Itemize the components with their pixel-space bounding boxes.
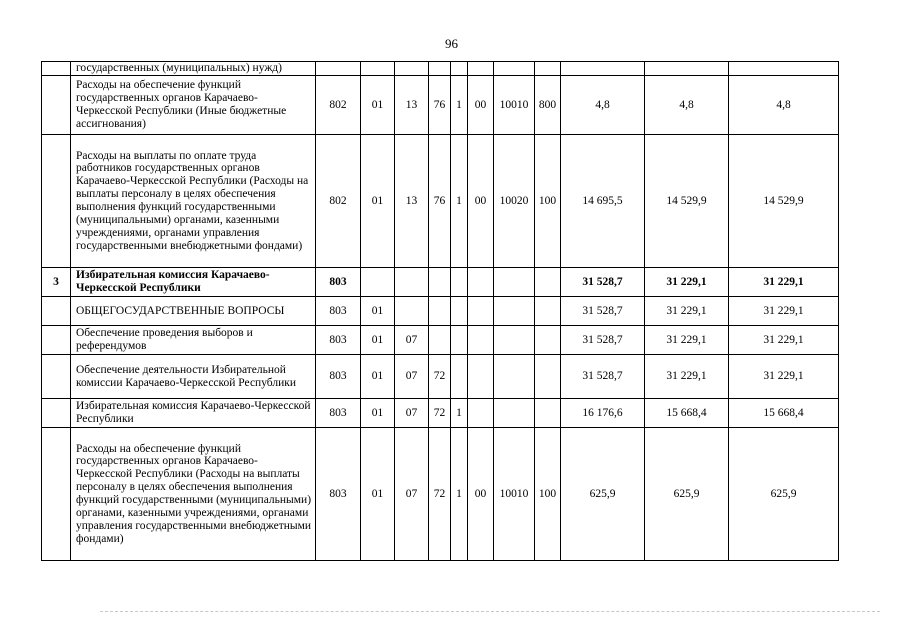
subprogram-code: 1 (451, 76, 468, 135)
expense-name: государственных (муниципальных) нужд) (71, 62, 316, 76)
subsection-code: 07 (395, 326, 429, 355)
expense-name: Расходы на обеспечение функций государственных органов Карачаево-Черкесской Республики (Иные бюджетные ассигнования) (71, 76, 316, 135)
amount-year-1: 625,9 (561, 428, 645, 561)
table-row (42, 355, 839, 399)
row-index (42, 297, 71, 326)
budget-table (41, 61, 839, 561)
expense-type-code: 100 (535, 135, 561, 268)
expense-type-code (535, 326, 561, 355)
expense-type-code (535, 399, 561, 428)
expense-type-code (535, 62, 561, 76)
section-code: 01 (361, 399, 395, 428)
admin-code: 803 (316, 428, 361, 561)
subprogram-code (451, 326, 468, 355)
row-index (42, 76, 71, 135)
event-code: 00 (468, 76, 494, 135)
table-row (42, 76, 839, 135)
row-index (42, 355, 71, 399)
subsection-code (395, 268, 429, 297)
direction-code: 10020 (494, 135, 535, 268)
amount-year-1: 31 528,7 (561, 326, 645, 355)
row-index (42, 326, 71, 355)
section-code: 01 (361, 326, 395, 355)
scan-edge-divider (100, 611, 880, 612)
amount-year-3: 14 529,9 (729, 135, 839, 268)
amount-year-1: 31 528,7 (561, 297, 645, 326)
admin-code: 802 (316, 135, 361, 268)
amount-year-1: 16 176,6 (561, 399, 645, 428)
row-index (42, 135, 71, 268)
table-row (42, 135, 839, 268)
table-row (42, 62, 839, 76)
section-code (361, 62, 395, 76)
expense-name: Обеспечение проведения выборов и референдумов (71, 326, 316, 355)
program-code (429, 268, 451, 297)
subsection-code (395, 62, 429, 76)
admin-code: 802 (316, 76, 361, 135)
subprogram-code: 1 (451, 135, 468, 268)
table-row (42, 297, 839, 326)
amount-year-1: 4,8 (561, 76, 645, 135)
direction-code (494, 297, 535, 326)
direction-code (494, 399, 535, 428)
subprogram-code (451, 297, 468, 326)
section-code (361, 268, 395, 297)
subsection-code: 13 (395, 135, 429, 268)
program-code (429, 326, 451, 355)
direction-code (494, 268, 535, 297)
event-code (468, 355, 494, 399)
amount-year-3 (729, 62, 839, 76)
program-code: 72 (429, 428, 451, 561)
page-number: 96 (445, 36, 458, 51)
section-code: 01 (361, 76, 395, 135)
section-code: 01 (361, 135, 395, 268)
amount-year-3: 15 668,4 (729, 399, 839, 428)
table-row (42, 268, 839, 297)
program-code: 76 (429, 76, 451, 135)
expense-name: ОБЩЕГОСУДАРСТВЕННЫЕ ВОПРОСЫ (71, 297, 316, 326)
amount-year-1: 31 528,7 (561, 355, 645, 399)
amount-year-2: 15 668,4 (645, 399, 729, 428)
admin-code: 803 (316, 268, 361, 297)
subprogram-code (451, 355, 468, 399)
amount-year-3: 31 229,1 (729, 268, 839, 297)
amount-year-2: 14 529,9 (645, 135, 729, 268)
program-code (429, 297, 451, 326)
program-code: 72 (429, 399, 451, 428)
amount-year-2 (645, 62, 729, 76)
amount-year-3: 31 229,1 (729, 326, 839, 355)
admin-code: 803 (316, 355, 361, 399)
row-index (42, 428, 71, 561)
amount-year-1: 31 528,7 (561, 268, 645, 297)
expense-name: Избирательная комиссия Карачаево-Черкесской Республики (71, 399, 316, 428)
subprogram-code (451, 62, 468, 76)
expense-name: Расходы на обеспечение функций государственных органов Карачаево-Черкесской Республики (Расходы на выплаты персоналу в целях обеспечения выполнения функций государственными (муниципальными) органами, казенными учреждениями, органами управления государственными внебюджетными фондами) (71, 428, 316, 561)
subprogram-code: 1 (451, 399, 468, 428)
amount-year-3: 625,9 (729, 428, 839, 561)
amount-year-3: 31 229,1 (729, 355, 839, 399)
direction-code: 10010 (494, 428, 535, 561)
section-code: 01 (361, 355, 395, 399)
event-code: 00 (468, 135, 494, 268)
expense-type-code (535, 297, 561, 326)
row-index (42, 399, 71, 428)
amount-year-2: 31 229,1 (645, 268, 729, 297)
expense-type-code: 800 (535, 76, 561, 135)
admin-code: 803 (316, 326, 361, 355)
section-code: 01 (361, 297, 395, 326)
event-code (468, 62, 494, 76)
event-code (468, 297, 494, 326)
amount-year-2: 31 229,1 (645, 326, 729, 355)
table-row (42, 428, 839, 561)
admin-code (316, 62, 361, 76)
table-row (42, 399, 839, 428)
amount-year-2: 31 229,1 (645, 297, 729, 326)
subsection-code: 13 (395, 76, 429, 135)
expense-name: Избирательная комиссия Карачаево-Черкесской Республики (71, 268, 316, 297)
expense-name: Расходы на выплаты по оплате труда работников государственных органов Карачаево-Черкесской Республики (Расходы на выплаты персоналу в целях обеспечения выполнения функций государственными (муниципальными) органами, казенными учреждениями, органами управления государственными внебюджетными фондами) (71, 135, 316, 268)
subsection-code: 07 (395, 428, 429, 561)
amount-year-2: 4,8 (645, 76, 729, 135)
subsection-code (395, 297, 429, 326)
direction-code: 10010 (494, 76, 535, 135)
admin-code: 803 (316, 399, 361, 428)
amount-year-1: 14 695,5 (561, 135, 645, 268)
expense-type-code (535, 268, 561, 297)
admin-code: 803 (316, 297, 361, 326)
section-code: 01 (361, 428, 395, 561)
amount-year-2: 31 229,1 (645, 355, 729, 399)
event-code (468, 268, 494, 297)
direction-code (494, 62, 535, 76)
row-index (42, 62, 71, 76)
subsection-code: 07 (395, 355, 429, 399)
event-code: 00 (468, 428, 494, 561)
subprogram-code: 1 (451, 428, 468, 561)
table-row (42, 326, 839, 355)
event-code (468, 399, 494, 428)
amount-year-3: 4,8 (729, 76, 839, 135)
subprogram-code (451, 268, 468, 297)
program-code: 76 (429, 135, 451, 268)
amount-year-2: 625,9 (645, 428, 729, 561)
amount-year-1 (561, 62, 645, 76)
expense-type-code: 100 (535, 428, 561, 561)
direction-code (494, 326, 535, 355)
expense-name: Обеспечение деятельности Избирательной комиссии Карачаево-Черкесской Республики (71, 355, 316, 399)
program-code (429, 62, 451, 76)
program-code: 72 (429, 355, 451, 399)
row-index: 3 (42, 268, 71, 297)
event-code (468, 326, 494, 355)
subsection-code: 07 (395, 399, 429, 428)
amount-year-3: 31 229,1 (729, 297, 839, 326)
expense-type-code (535, 355, 561, 399)
direction-code (494, 355, 535, 399)
